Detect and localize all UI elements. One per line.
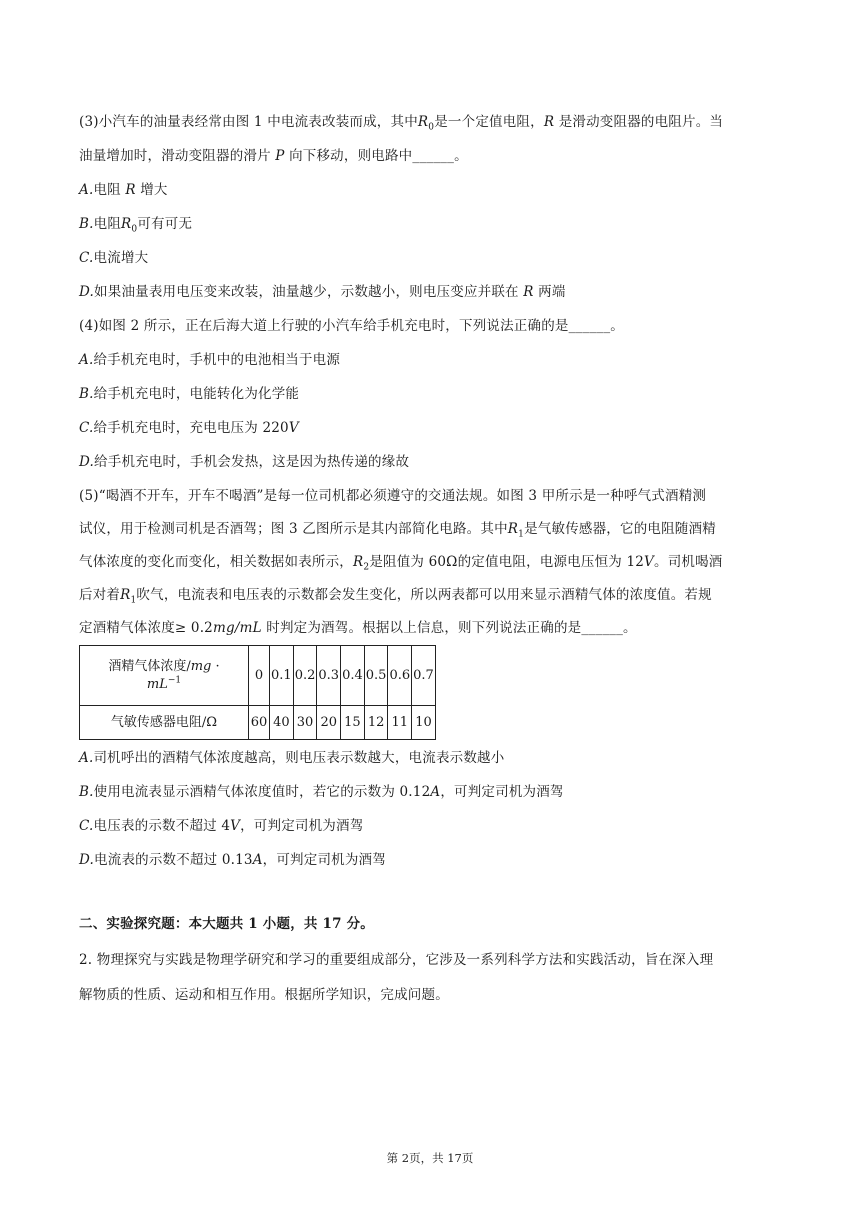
q5-stem-text: 吹气，电流表和电压表的示数都会发生变化，所以两表都可以用来显示酒精气体的浓度值。若规 <box>136 587 712 603</box>
table-cell: 0 <box>249 646 270 706</box>
option-label: C. <box>79 250 94 266</box>
r-symbol: R <box>543 114 555 130</box>
option-text: 给手机充电时，电能转化为化学能 <box>93 386 300 402</box>
r0-subscript: 0 <box>428 122 435 133</box>
option-label: C. <box>79 818 94 834</box>
option-text: 使用电流表显示酒精气体浓度值时，若它的示数为 0.12 <box>93 784 431 800</box>
q5-stem-line4 <box>79 585 712 605</box>
option-text: 给手机充电时，手机会发热，这是因为热传递的缘故 <box>94 454 410 470</box>
option-text: 司机呼出的酒精气体浓度越高，则电压表示数越大，电流表示数越小 <box>93 750 505 766</box>
option-text: 电阻 <box>93 182 126 198</box>
option-text: ，可判定司机为酒驾 <box>240 818 364 834</box>
option-text: 电流表的示数不超过 0.13 <box>94 852 253 868</box>
option-label: A. <box>79 352 94 368</box>
table-cell: 0.7 <box>412 646 436 706</box>
table-header-resistance: 气敏传感器电阻/Ω <box>80 706 249 740</box>
q3-option-b <box>79 214 192 234</box>
option-label: A. <box>79 750 94 766</box>
table-cell: 30 <box>293 706 317 740</box>
q3-option-a <box>79 180 168 200</box>
table-row <box>80 646 436 706</box>
option-label: B. <box>79 784 94 800</box>
option-text: 电压表的示数不超过 4 <box>93 818 231 834</box>
r2-subscript: 2 <box>363 562 370 573</box>
q3-stem-text: 是滑动变阻器的电阻片。当 <box>554 114 724 130</box>
unit-ampere: A <box>252 852 263 868</box>
q3-stem-text: 是一个定值电阻， <box>434 114 544 130</box>
r-symbol: R <box>523 284 534 300</box>
option-label: D. <box>79 454 95 470</box>
option-label: B. <box>79 386 94 402</box>
unit-concentration: mg/mL <box>212 620 262 636</box>
q3-option-c <box>79 248 148 268</box>
q5-stem-line1: (5)“喝酒不开车，开车不喝酒”是每一位司机都必须遵守的交通法规。如图 3 甲所示是一种呼气式酒精测 <box>79 488 707 504</box>
option-label: A. <box>79 182 94 198</box>
option-text: 两端 <box>533 284 566 300</box>
q3-stem-text: 油量增加时，滑动变阻器的滑片 <box>79 148 276 164</box>
option-text: 电流增大 <box>93 250 149 266</box>
r-symbol: R <box>125 182 136 198</box>
q5-option-c <box>79 816 363 836</box>
option-text: 给手机充电时，充电电压为 220 <box>93 420 289 436</box>
q4-stem: (4)如图 2 所示，正在后海大道上行驶的小汽车给手机充电时，下列说法正确的是______。 <box>79 318 624 334</box>
option-text: 如果油量表用电压变来改装，油量越少，示数越小，则电压变应并联在 <box>94 284 524 300</box>
p-symbol: P <box>275 148 285 164</box>
r0-symbol: R <box>121 216 132 232</box>
q5-stem-text: 试仪，用于检测司机是否酒驾；图 3 乙图所示是其内部简化电路。其中 <box>79 521 508 537</box>
r1-symbol: R <box>120 587 131 603</box>
unit-exponent: −1 <box>167 675 182 686</box>
q5-stem-text: 。司机喝酒 <box>654 554 723 570</box>
q4-option-a <box>79 350 340 370</box>
option-text: 给手机充电时，手机中的电池相当于电源 <box>93 352 341 368</box>
q5-stem-text: 是阻值为 60Ω的定值电阻，电源电压恒为 12 <box>369 554 645 570</box>
table-cell: 0.2 <box>293 646 317 706</box>
q5-stem-text: 后对着 <box>79 587 121 603</box>
option-label: D. <box>79 284 95 300</box>
unit-mg: mg <box>190 658 212 674</box>
r0-subscript: 0 <box>131 224 138 235</box>
table-row <box>80 706 436 740</box>
option-label: D. <box>79 852 95 868</box>
q4-option-c <box>79 418 299 438</box>
q5-option-a <box>79 748 504 768</box>
table-cell: 60 <box>249 706 270 740</box>
q5-option-d <box>79 850 386 870</box>
option-label: C. <box>79 420 94 436</box>
option-text: 增大 <box>135 182 168 198</box>
q3-stem-line2 <box>79 146 468 166</box>
unit-volt: V <box>644 554 654 570</box>
unit-ml: mL <box>146 676 168 692</box>
q5-option-b <box>79 782 564 802</box>
table-cell: 10 <box>412 706 436 740</box>
q5-stem-text: 定酒精气体浓度≥ 0.2 <box>79 620 213 636</box>
option-label: B. <box>79 216 94 232</box>
q3-stem-text: (3)小汽车的油量表经常由图 1 中电流表改装而成，其中 <box>79 114 418 130</box>
q3-stem-text: 向下移动，则电路中______。 <box>284 148 468 164</box>
unit-volt: V <box>288 420 299 436</box>
r1-subscript: 1 <box>130 595 137 606</box>
table-header-text: · <box>211 658 220 674</box>
unit-volt: V <box>230 818 241 834</box>
q2-stem-line1: 2. 物理探究与实践是物理学研究和学习的重要组成部分，它涉及一系列科学方法和实践活动，旨在深入理 <box>79 952 714 968</box>
table-cell: 0.1 <box>270 646 294 706</box>
table-cell: 15 <box>341 706 365 740</box>
q5-stem-text: 是气敏传感器，它的电阻随酒精 <box>524 521 716 537</box>
page-number: 第 2页，共 17页 <box>386 1151 474 1165</box>
q3-stem-line1 <box>79 112 723 132</box>
table-cell: 12 <box>364 706 388 740</box>
r0-symbol: R <box>417 114 429 130</box>
r1-subscript: 1 <box>518 529 525 540</box>
table-cell: 40 <box>270 706 294 740</box>
q4-option-b <box>79 384 299 404</box>
table-cell: 0.5 <box>364 646 388 706</box>
table-cell: 0.6 <box>388 646 412 706</box>
q5-stem-text: 气体浓度的变化而变化，相关数据如表所示， <box>79 554 353 570</box>
table-cell: 0.3 <box>317 646 341 706</box>
table-header-concentration <box>80 646 249 706</box>
section-heading: 二、实验探究题：本大题共 1 小题，共 17 分。 <box>79 916 374 932</box>
r2-symbol: R <box>353 554 364 570</box>
table-header-text: 酒精气体浓度/ <box>108 658 191 674</box>
table-cell: 20 <box>317 706 341 740</box>
q5-stem-text: 时判定为酒驾。根据以上信息，则下列说法正确的是______。 <box>261 620 637 636</box>
option-text: ，可判定司机为酒驾 <box>440 784 564 800</box>
option-text: ，可判定司机为酒驾 <box>262 852 386 868</box>
option-text: 电阻 <box>93 216 122 232</box>
q5-stem-line5 <box>79 618 637 638</box>
q2-stem-line2: 解物质的性质、运动和相互作用。根据所学知识，完成问题。 <box>79 987 449 1003</box>
q5-stem-line3 <box>79 552 723 572</box>
r1-symbol: R <box>507 521 519 537</box>
q3-option-d <box>79 282 566 302</box>
table-cell: 0.4 <box>341 646 365 706</box>
q5-stem-line2 <box>79 519 716 539</box>
table-cell: 11 <box>388 706 412 740</box>
q4-option-d <box>79 452 409 472</box>
option-text: 可有可无 <box>137 216 193 232</box>
unit-ampere: A <box>430 784 441 800</box>
alcohol-sensor-table <box>79 645 436 740</box>
